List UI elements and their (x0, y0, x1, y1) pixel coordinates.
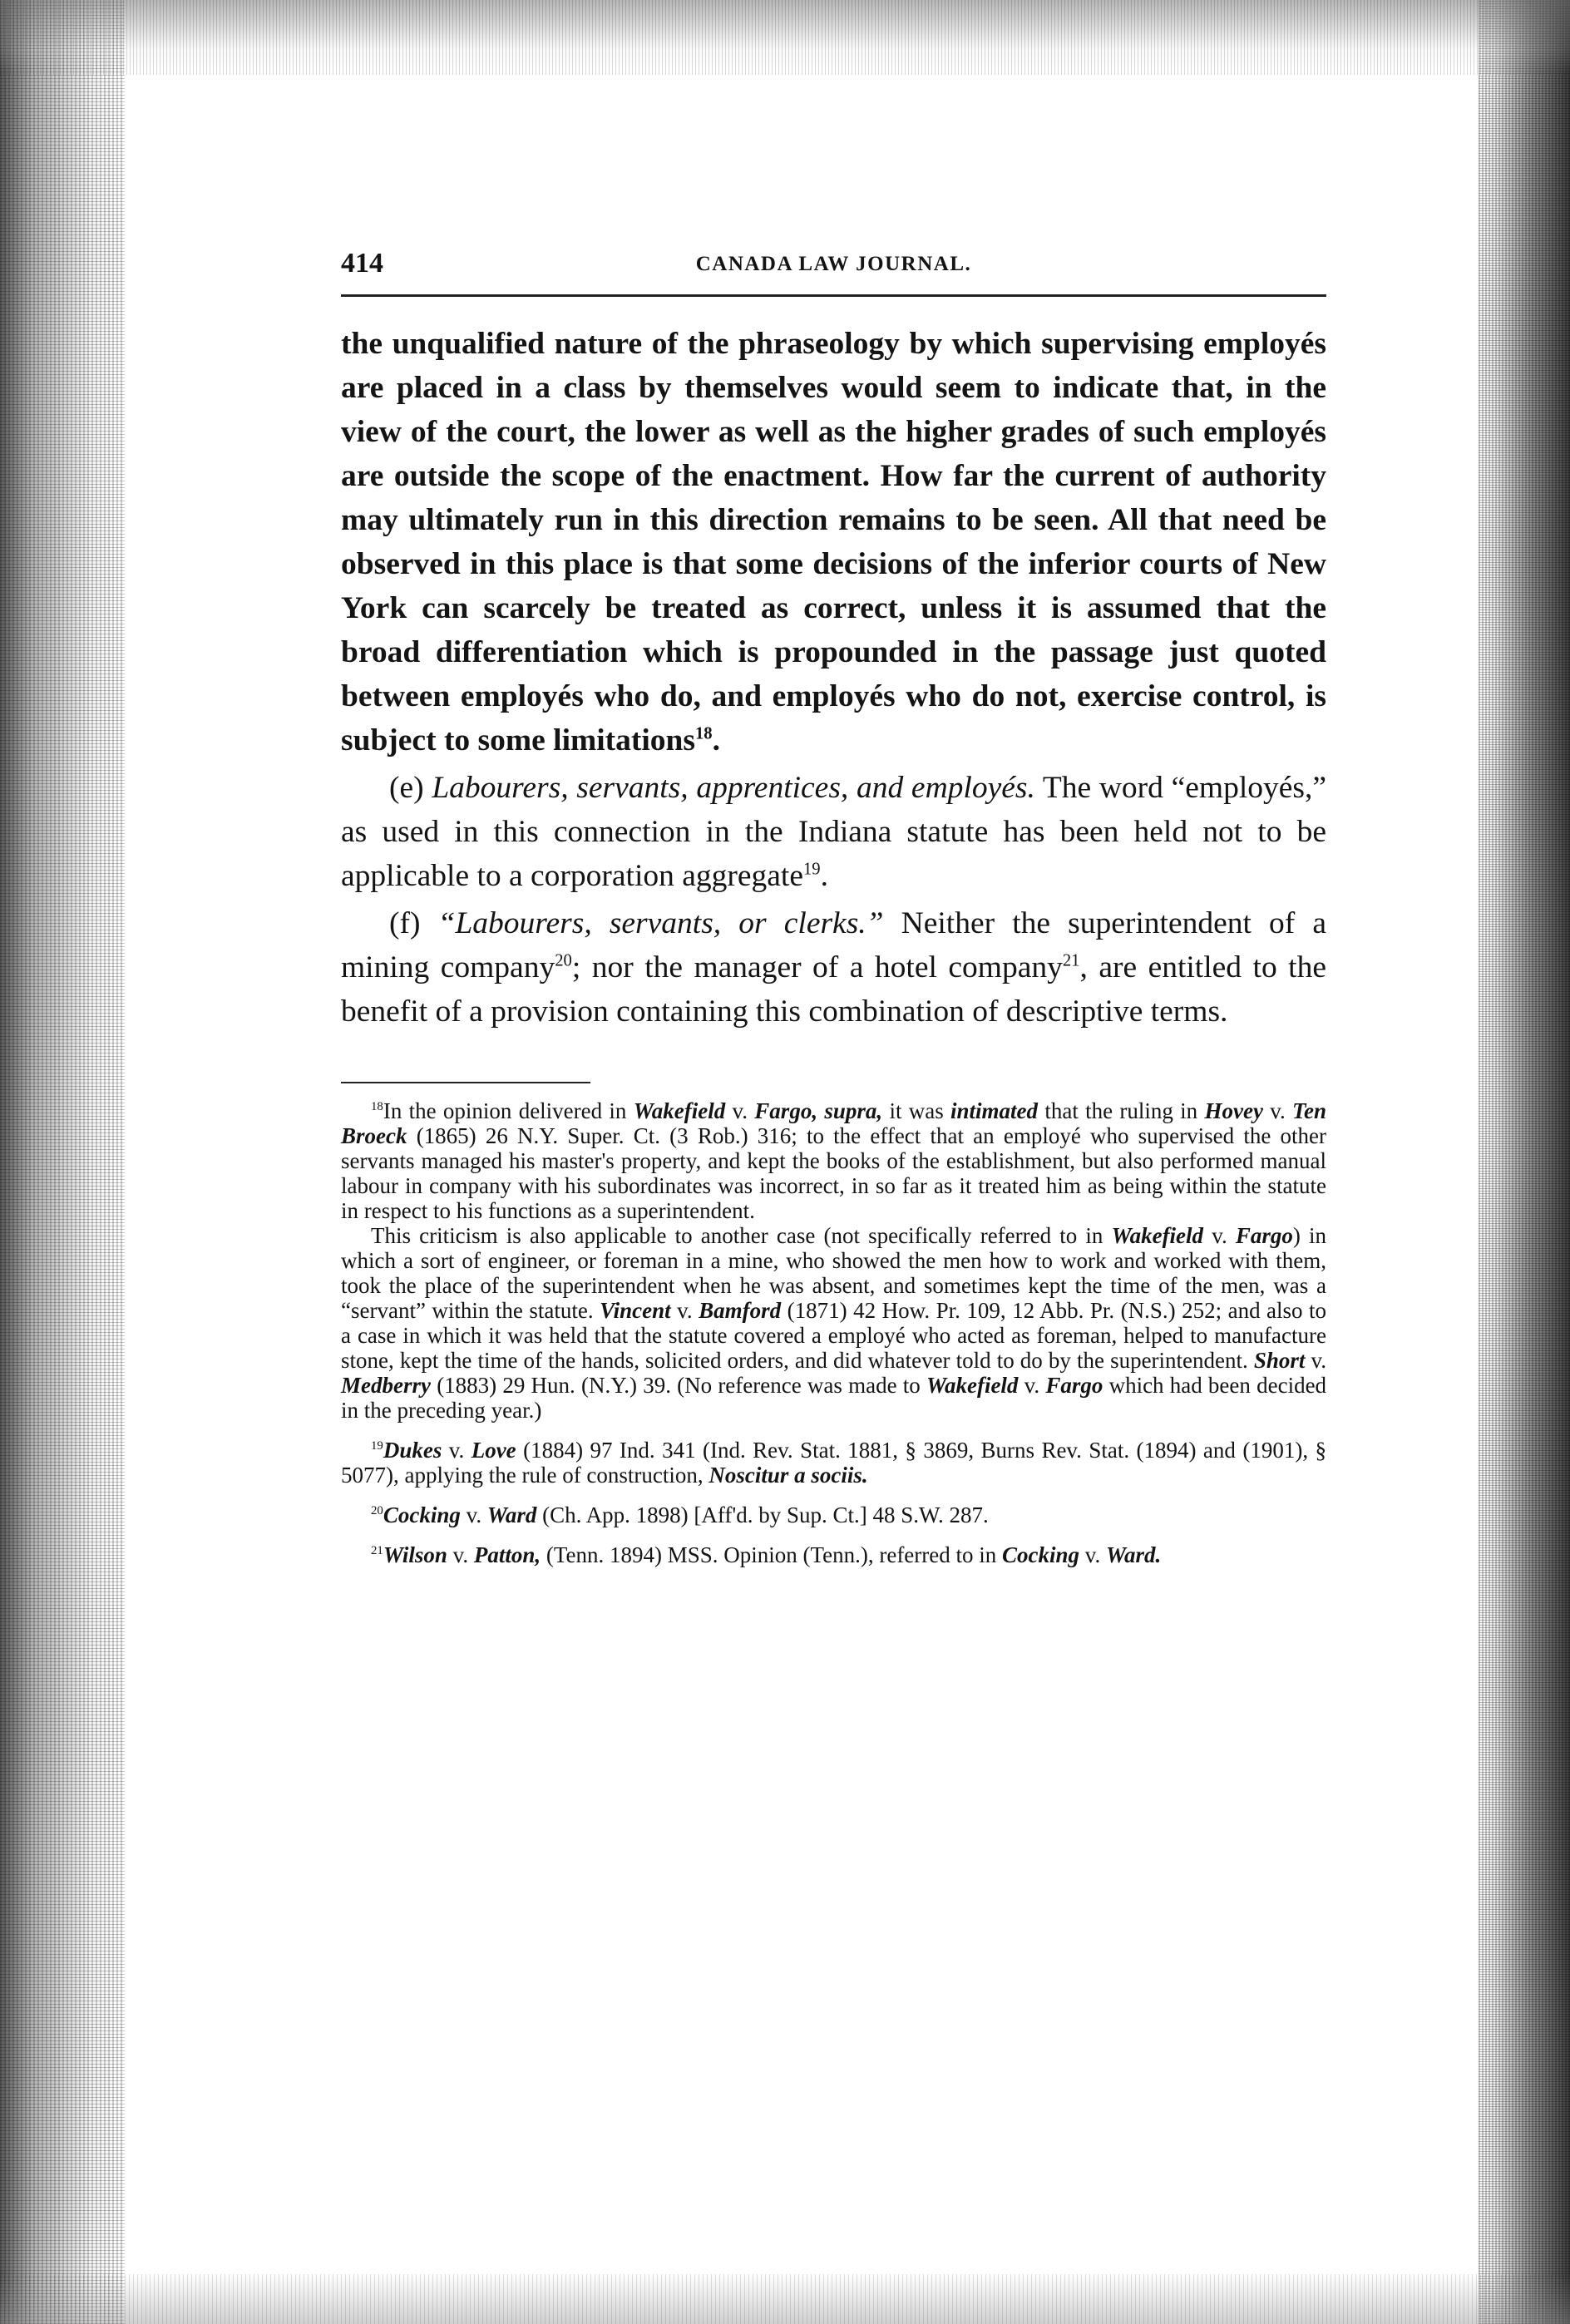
footnote-text: v. (452, 1542, 469, 1567)
footnote-case-name: Wilson (383, 1542, 447, 1567)
footnote-ref-19[interactable]: 19 (802, 860, 821, 879)
journal-page (341, 241, 1326, 1567)
footnote-number: 19 (371, 1439, 383, 1453)
footnote-case-name: Cocking (383, 1502, 461, 1527)
footnote-text: (1871) 42 How. Pr. 109, 12 Abb. Pr. (N.S.) 252; and also to a case in which it was held that the statute covered a employé who acted as foreman, helped to manufacture stone, kept the time of the hands, solicited orders, and did whatever told to do by the superintendent. (341, 1298, 1327, 1373)
footnote-case-name: Fargo (1235, 1223, 1293, 1248)
paragraph-text: ; nor the manager of a hotel company (571, 950, 1063, 984)
footnotes (341, 1098, 1326, 1567)
footnote-case-name: Dukes (383, 1438, 442, 1463)
footnote-text: (1865) 26 N.Y. Super. Ct. (3 Rob.) 316; to the effect that an employé who supervised the other servants managed his master's property, and kept the books of the establishment, but also performed manual labour in company with his subordinates was incorrect, in so far as it treated him as being within the statute in respect to his functions as a superintendent. (341, 1123, 1326, 1223)
footnote-case-name: Ten Broeck (341, 1098, 1327, 1148)
footnote-text: v. (1084, 1542, 1101, 1567)
footnote-case-name: intimated (950, 1098, 1039, 1123)
footnote-18 (341, 1098, 1326, 1223)
page-number: 414 (341, 248, 383, 279)
footnote-text: (Ch. App. 1898) [Aff'd. by Sup. Ct.] 48 S.W. 287. (542, 1502, 989, 1527)
footnote-text: it was (889, 1098, 944, 1123)
paragraph-continuation (341, 322, 1326, 762)
footnote-rule (341, 1082, 590, 1083)
paragraph-f-label: (f) (389, 906, 421, 940)
footnote-text: v. (466, 1502, 482, 1527)
footnote-case-name: Wakefield (633, 1098, 726, 1123)
footnote-text: v. (1311, 1348, 1327, 1373)
footnote-case-name: Noscitur a sociis. (708, 1463, 868, 1488)
body-text (341, 322, 1326, 1034)
footnote-text: v. (732, 1098, 748, 1123)
paragraph-f (341, 901, 1326, 1034)
scan-edge-top (0, 0, 1570, 75)
footnote-case-name: Love (471, 1438, 516, 1463)
footnote-case-name: Hovey (1204, 1098, 1263, 1123)
footnote-20 (341, 1502, 1326, 1527)
footnote-18-continued (341, 1223, 1326, 1423)
footnote-case-name: Vincent (600, 1298, 671, 1323)
footnote-case-name: Fargo, supra, (754, 1098, 883, 1123)
scan-edge-bottom (0, 2274, 1570, 2324)
paragraph-e-heading: Labourers, servants, apprentices, and employés. (432, 771, 1035, 805)
footnote-text: In the opinion delivered in (383, 1098, 627, 1123)
footnote-case-name: Ward. (1106, 1542, 1162, 1567)
journal-title: CANADA LAW JOURNAL. (695, 253, 972, 275)
footnote-ref-21[interactable]: 21 (1062, 951, 1080, 970)
footnote-text: v. (1024, 1373, 1040, 1398)
footnote-text: which had been decided in the preceding year.) (341, 1373, 1327, 1423)
footnote-text: v. (677, 1298, 693, 1323)
footnote-text: v. (1270, 1098, 1286, 1123)
running-head (341, 241, 1326, 291)
paragraph-text: , are entitled to the benefit of a provision containing this combination of descriptive terms. (341, 950, 1326, 1029)
footnote-case-name: Bamford (699, 1298, 782, 1323)
footnote-number: 21 (371, 1544, 383, 1557)
footnote-ref-18[interactable]: 18 (695, 724, 713, 743)
footnote-case-name: Short (1253, 1348, 1306, 1373)
footnote-case-name: Medberry (341, 1373, 431, 1398)
paragraph-text: the unqualified nature of the phraseology by which supervising employés are placed in a class by themselves would seem to indicate that, in the view of the court, the lower as well as the higher grades of such employés are outside the scope of the enactment. How far the current of authority may ultimately run in this direction remains to be seen. All that need be observed in this place is that some decisions of the inferior courts of New York can scarcely be treated as correct, unless it is assumed that the broad differentiation which is propounded in the passage just quoted between employés who do, and employés who do not, exercise control, is subject to some limitations (341, 327, 1326, 757)
paragraph-e-label: (e) (389, 771, 424, 805)
paragraph-text: . (712, 723, 720, 757)
footnote-text: (Tenn. 1894) MSS. Opinion (Tenn.), referred to in (546, 1542, 997, 1567)
paragraph-text: The word “employés,” as used in this connection in the Indiana statute has been held not to be applicable to a corporation aggregate (341, 771, 1327, 893)
paragraph-e (341, 766, 1326, 898)
footnote-number: 18 (371, 1100, 383, 1113)
footnote-text: v. (448, 1438, 465, 1463)
footnote-19 (341, 1438, 1326, 1488)
footnote-text: v. (1212, 1223, 1227, 1248)
paragraph-f-heading: “Labourers, servants, or clerks.” (437, 906, 884, 940)
footnote-text: ) in which a sort of engineer, or foreman in a mine, who showed the men how to work and worked with them, took the place of the superintendent when he was absent, and sometimes kept the time of the men, was a “servant” within the statute. (341, 1223, 1327, 1323)
footnote-text: (1884) 97 Ind. 341 (Ind. Rev. Stat. 1881, § 3869, Burns Rev. Stat. (1894) and (1901), § 5077), applying the rule of construction, (341, 1438, 1326, 1488)
footnote-number: 20 (371, 1504, 383, 1517)
header-rule (341, 294, 1326, 297)
footnote-case-name: Patton, (473, 1542, 541, 1567)
footnote-case-name: Ward (486, 1502, 537, 1527)
footnote-case-name: Fargo (1045, 1373, 1103, 1398)
footnote-21 (341, 1542, 1326, 1567)
footnote-text: This criticism is also applicable to another case (not specifically referred to in (371, 1223, 1103, 1248)
footnote-text: that the ruling in (1044, 1098, 1198, 1123)
scan-edge-right (1479, 0, 1570, 2324)
footnote-ref-20[interactable]: 20 (555, 951, 572, 970)
footnote-text: (1883) 29 Hun. (N.Y.) 39. (No reference was made to (437, 1373, 921, 1398)
paragraph-text: . (820, 859, 828, 893)
scan-edge-left (0, 0, 125, 2324)
footnote-case-name: Cocking (1002, 1542, 1080, 1567)
paragraph-text: Neither the superintendent of a mining company (341, 906, 1327, 984)
footnote-case-name: Wakefield (926, 1373, 1019, 1398)
footnote-case-name: Wakefield (1111, 1223, 1204, 1248)
